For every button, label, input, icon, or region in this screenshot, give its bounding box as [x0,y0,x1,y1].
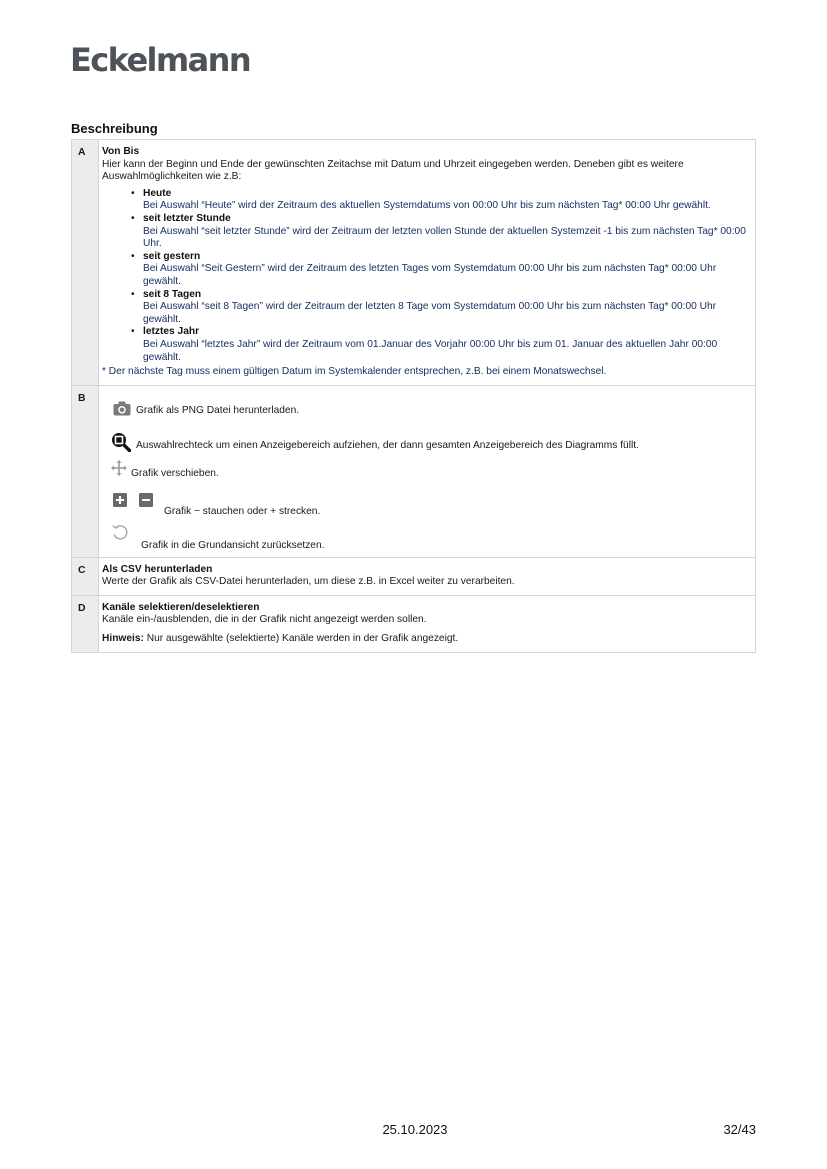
option-title: • Heute [143,187,172,199]
footnote: * Der nächste Tag muss einem gültigen Datum im Systemkalender entsprechen, z.B. bei einem Monatswechsel. [102,366,607,378]
option-title: • seit gestern [143,250,201,262]
row-title: Kanäle selektieren/deselektieren [102,601,260,613]
hint [102,633,749,646]
list-item [128,213,749,251]
option-title: • letztes Jahr [143,326,200,338]
row-text: Werte der Grafik als CSV-Datei herunterladen, um diese z.B. in Excel weiter zu verarbeiten. [102,576,515,588]
plus-minus-icon [113,493,155,507]
icon-description: Grafik als PNG Datei herunterladen. [136,405,300,417]
list-item [128,289,749,327]
move-icon [110,459,128,477]
row-content [99,140,756,386]
option-text: Bei Auswahl “Seit Gestern” wird der Zeitraum des letzten Tages vom Systemdatum 00:00 Uhr bis zum nächsten Tag* 00:00 Uhr gewählt. [143,263,717,287]
icon-row [113,493,749,519]
row-title: Von Bis [102,146,140,157]
row-content [99,557,756,595]
icon-row [110,459,749,481]
table-row-c [72,557,756,595]
company-logo: Eckelmann [70,41,251,79]
row-intro: Hier kann der Beginn und Ende der gewünschten Zeitachse mit Datum und Uhrzeit eingegeben werden. Deneben gibt es weitere Auswahlmöglichkeiten wie z.B: [102,158,684,183]
icon-row [112,394,749,418]
row-title: Als CSV herunterladen [102,563,213,575]
table-row-a [72,140,756,386]
row-content [99,595,756,652]
icon-description: Grafik verschieben. [131,468,219,480]
option-text: Bei Auswahl “seit letzter Stunde” wird der Zeitraum der letzten vollen Stunde der aktuellen Systemzeit -1 bis zum nächsten Tag* 00:00 Uhr. [143,225,746,250]
option-text: Bei Auswahl “letztes Jahr” wird der Zeitraum vom 01.Januar des Vorjahr 00:00 Uhr bis zum 01. Januar des aktuellen Jahr 00:00 gewählt. [143,338,718,363]
row-content [99,385,756,557]
option-text: Bei Auswahl “seit 8 Tagen” wird der Zeitraum der letzten 8 Tage vom Systemdatum 00:00 Uhr bis zum nächsten Tag* 00:00 Uhr gewählt. [143,301,717,325]
icon-description: Auswahlrechteck um einen Anzeigebereich aufziehen, der dann gesamten Anzeigebereich des Diagramms füllt. [136,440,639,452]
list-item [128,251,749,289]
option-title: • seit 8 Tagen [143,288,202,300]
footer-date: 25.10.2023 [382,1122,448,1137]
table-row-b [72,385,756,557]
list-item [128,188,749,213]
table-row-d [72,595,756,652]
row-key: C [72,557,99,595]
row-key: D [72,595,99,652]
icon-row [110,427,749,453]
zoom-icon [110,431,132,453]
option-text: Bei Auswahl “Heute” wird der Zeitraum des aktuellen Systemdatums von 00:00 Uhr bis zum nächsten Tag* 00:00 Uhr gewählt. [143,200,711,212]
camera-icon [112,400,132,418]
section-title: Beschreibung [71,121,158,136]
hint-text: Nur ausgewählte (selektierte) Kanäle werden in der Grafik angezeigt. [143,633,459,645]
options-list [102,188,749,364]
hint-label: Hinweis: [102,633,144,645]
description-table [71,139,756,653]
reset-icon [111,523,129,541]
icon-description: Grafik − stauchen oder + strecken. [164,506,321,518]
icon-row [111,523,749,553]
option-title: • seit letzter Stunde [143,212,231,224]
row-key: B [72,385,99,557]
list-item [128,326,749,364]
row-text: Kanäle ein-/ausblenden, die in der Grafik nicht angezeigt werden sollen. [102,614,427,626]
page-number: 32/43 [723,1122,756,1137]
row-key: A [72,140,99,386]
icon-description: Grafik in die Grundansicht zurücksetzen. [141,540,325,552]
